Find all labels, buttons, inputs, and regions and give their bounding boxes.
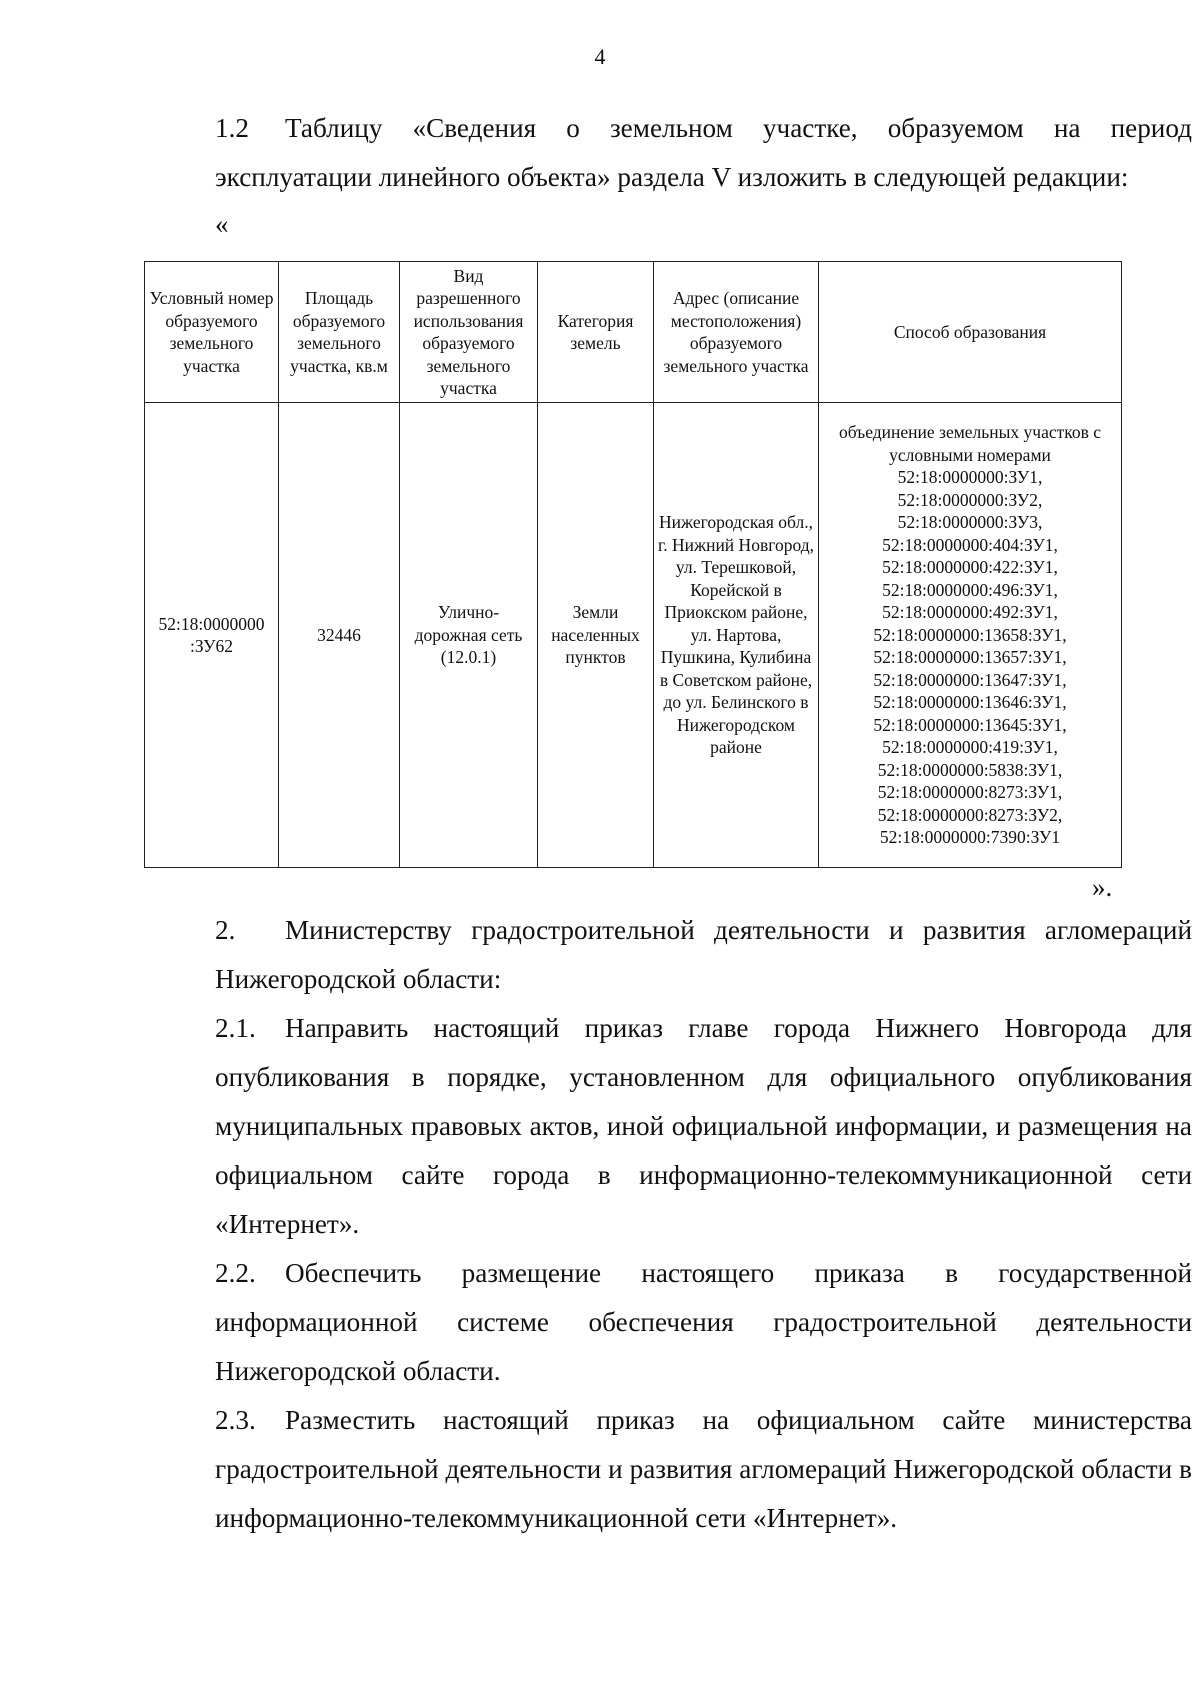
method-number: 52:18:0000000:13646:ЗУ1,: [873, 692, 1067, 713]
paragraph-number: 2.: [215, 915, 236, 945]
method-number: 52:18:0000000:419:ЗУ1,: [882, 737, 1058, 758]
cell-plot-area: 32446: [279, 403, 400, 868]
header-permitted-use: Вид разрешенного использования образуемого земельного участка: [400, 262, 538, 403]
method-number: 52:18:0000000:ЗУ3,: [897, 512, 1043, 533]
cell-permitted-use: Улично-дорожная сеть (12.0.1): [400, 403, 538, 868]
method-number: 52:18:0000000:422:ЗУ1,: [882, 557, 1058, 578]
paragraph-text: Обеспечить размещение настоящего приказа в государственной информационной системе обеспечения градостроительной деятельности Нижегородской области.: [215, 1258, 1192, 1386]
paragraph-2: [143, 906, 1192, 1004]
method-number: 52:18:0000000:7390:ЗУ1: [879, 827, 1061, 848]
land-plot-table: [144, 261, 1122, 868]
header-land-category: Категория земель: [538, 262, 654, 403]
cell-address: Нижегородская обл., г. Нижний Новгород, ул. Терешковой, Корейской в Приокском районе, ул. Нартова, Пушкина, Кулибина в Советском районе, до ул. Белинского в Нижегородском районе: [654, 403, 819, 868]
closing-quote: ».: [1092, 872, 1113, 902]
method-number: 52:18:0000000:13647:ЗУ1,: [873, 669, 1067, 690]
method-number: 52:18:0000000:492:ЗУ1,: [882, 602, 1058, 623]
paragraph-text: Таблицу «Сведения о земельном участке, образуемом на период эксплуатации линейного объекта» раздела V изложить в следующей редакции:: [215, 113, 1192, 192]
page-number: 4: [594, 44, 606, 69]
cell-land-category: Земли населенных пунктов: [538, 403, 654, 868]
paragraph-2-2: [143, 1249, 1192, 1396]
method-number: 52:18:0000000:8273:ЗУ1,: [877, 782, 1063, 803]
paragraph-text: Министерству градостроительной деятельности и развития агломераций Нижегородской области:: [215, 915, 1192, 994]
paragraph-2-3: [143, 1396, 1192, 1543]
opening-quote: «: [215, 209, 229, 239]
method-number: 52:18:0000000:13645:ЗУ1,: [873, 714, 1067, 735]
method-number: 52:18:0000000:ЗУ1,: [897, 467, 1043, 488]
paragraph-number: 2.2.: [215, 1258, 256, 1288]
method-intro: объединение земельных участков с условными номерами: [838, 422, 1102, 465]
method-number: 52:18:0000000:404:ЗУ1,: [882, 534, 1058, 555]
method-number: 52:18:0000000:496:ЗУ1,: [882, 579, 1058, 600]
method-number: 52:18:0000000:5838:ЗУ1,: [877, 759, 1063, 780]
paragraph-number: 1.2: [215, 113, 249, 143]
header-address: Адрес (описание местоположения) образуемого земельного участка: [654, 262, 819, 403]
method-number: 52:18:0000000:ЗУ2,: [897, 489, 1043, 510]
table-header-row: [145, 262, 1122, 403]
paragraph-number: 2.1.: [215, 1013, 256, 1043]
header-plot-area: Площадь образуемого земельного участка, кв.м: [279, 262, 400, 403]
paragraph-text: Разместить настоящий приказ на официальном сайте министерства градостроительной деятельности и развития агломераций Нижегородской области в информационно-телекоммуникационной сети «Интернет».: [215, 1405, 1192, 1533]
header-plot-number: Условный номер образуемого земельного участка: [145, 262, 279, 403]
paragraph-number: 2.3.: [215, 1405, 256, 1435]
cell-plot-number: 52:18:0000000 :ЗУ62: [145, 403, 279, 868]
method-number: 52:18:0000000:13657:ЗУ1,: [873, 647, 1067, 668]
cell-formation-method: [819, 403, 1122, 868]
method-number-list: [822, 466, 1118, 849]
method-number: 52:18:0000000:13658:ЗУ1,: [873, 624, 1067, 645]
header-formation-method: Способ образования: [819, 262, 1122, 403]
method-number: 52:18:0000000:8273:ЗУ2,: [877, 804, 1063, 825]
table-row: [145, 403, 1122, 868]
paragraph-2-1: [143, 1004, 1192, 1249]
paragraph-text: Направить настоящий приказ главе города Нижнего Новгорода для опубликования в порядке, установленном для официального опубликования муниципальных правовых актов, иной официальной информации, и размещения на официальном сайте города в информационно-телекоммуникационной сети «Интернет».: [215, 1013, 1192, 1239]
paragraph-1-2: [143, 104, 1192, 202]
